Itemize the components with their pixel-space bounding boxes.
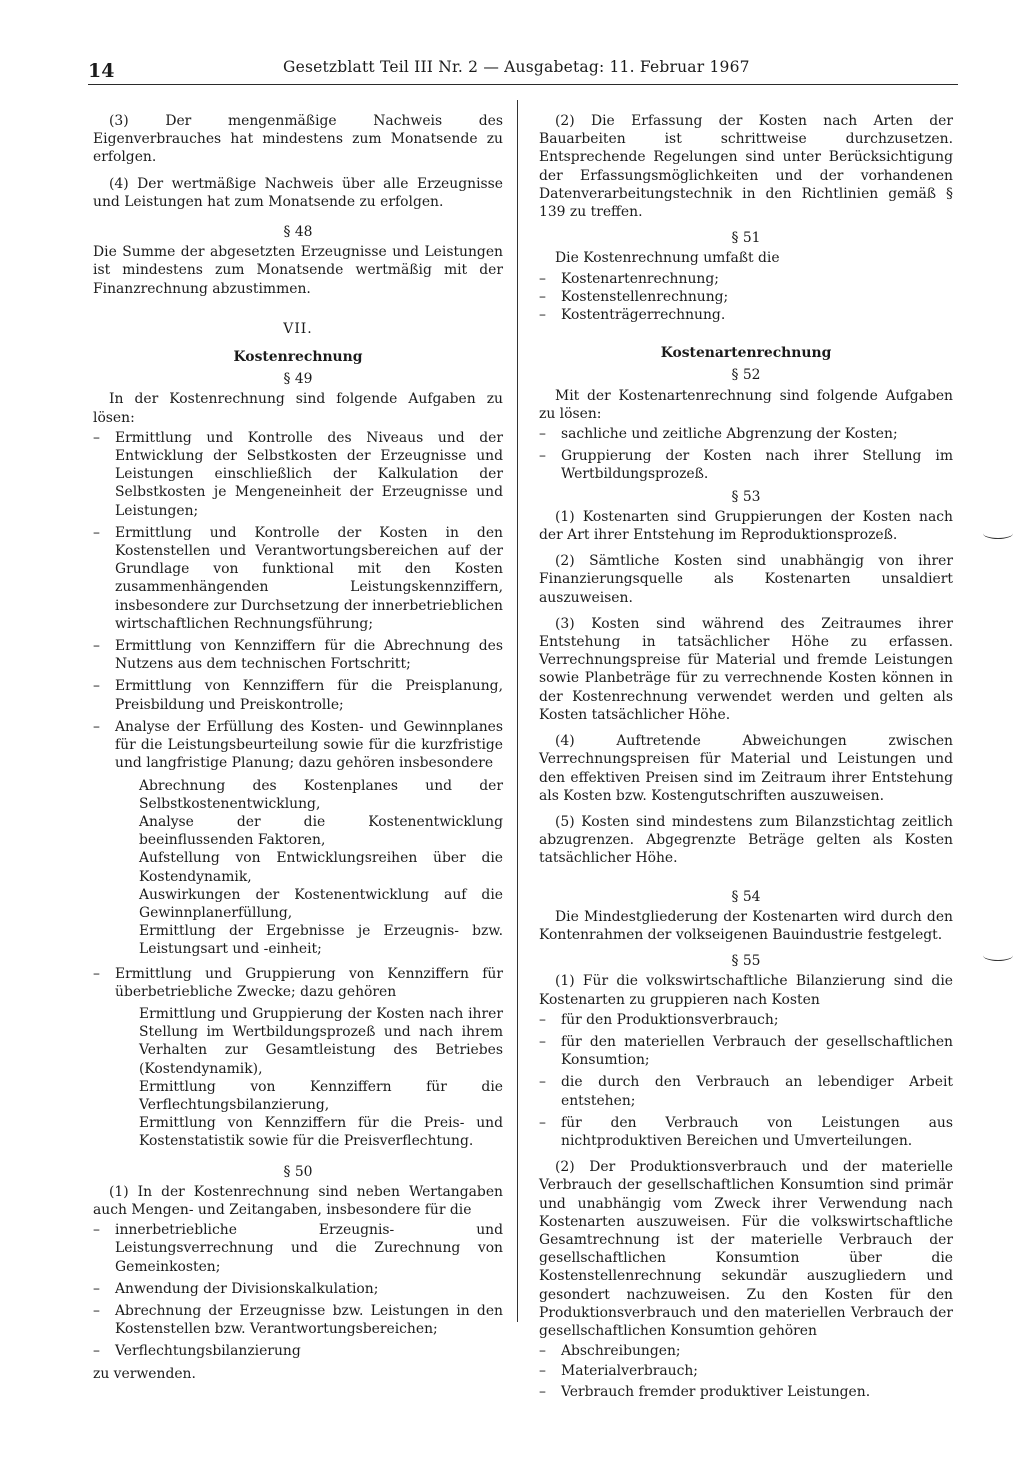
list-item: – Ermittlung und Gruppierung von Kennziffern für überbetriebliche Zwecke; dazu gehören <box>93 965 503 1001</box>
section-52-number: § 52 <box>731 367 761 384</box>
subsection-heading: Kostenartenrechnung <box>660 345 832 362</box>
page-number: 14 <box>88 60 115 82</box>
left-column <box>93 112 503 1383</box>
section-53-paragraph: (2) Sämtliche Kosten sind unabhängig von ihrer Finanzierungsquelle als Kostenarten unsaldiert auszuweisen. <box>539 553 953 606</box>
list-item: – sachliche und zeitliche Abgrenzung der Kosten; <box>539 425 953 443</box>
sub-list-item: Abrechnung des Kostenplanes und der Selbstkostenentwicklung, <box>139 777 503 812</box>
list-item: – Verbrauch fremder produktiver Leistungen. <box>539 1383 953 1401</box>
sub-list-item: Auswirkungen der Kostenentwicklung auf die Gewinnplanerfüllung, <box>139 886 503 921</box>
list-item: – Ermittlung von Kennziffern für die Abrechnung des Nutzens aus dem technischen Fortschritt; <box>93 637 503 673</box>
section-48-text: Die Summe der abgesetzten Erzeugnisse und Leistungen ist mindestens zum Monatsende wertmäßig mit der Finanzrechnung abzustimmen. <box>93 244 503 297</box>
paragraph-47-3: (3) Der mengenmäßige Nachweis des Eigenverbrauches hat mindestens zum Monatsende zu erfolgen. <box>93 113 503 166</box>
list-item: – Abschreibungen; <box>539 1342 953 1360</box>
sub-list-item: Analyse der die Kostenentwicklung beeinflussenden Faktoren, <box>139 813 503 849</box>
section-53-paragraph: (1) Kostenarten sind Gruppierungen der Kosten nach der Art ihrer Entstehung im Reproduktionsprozeß. <box>539 508 953 544</box>
section-49-intro: In der Kostenrechnung sind folgende Aufgaben zu lösen: <box>93 391 503 426</box>
section-54-number: § 54 <box>731 888 761 905</box>
chapter-number: VII. <box>283 320 313 337</box>
list-item: – für den materiellen Verbrauch der gesellschaftlichen Konsumtion; <box>539 1033 953 1069</box>
header-title: Gesetzblatt Teil III Nr. 2 — Ausgabetag: 11. Februar 1967 <box>283 58 750 76</box>
section-53-number: § 53 <box>731 488 761 505</box>
section-53-paragraph: (5) Kosten sind mindestens zum Bilanzstichtag zeitlich abzugrenzen. Abgegrenzte Beträge gelten als Kosten tatsächlicher Höhe. <box>539 813 953 867</box>
sub-list-item: Ermittlung von Kennziffern für die Preis- und Kostenstatistik sowie für die Preisverflechtung. <box>139 1115 503 1150</box>
list-item: – Ermittlung von Kennziffern für die Preisplanung, Preisbildung und Preiskontrolle; <box>93 677 503 713</box>
paragraph-47-4: (4) Der wertmäßige Nachweis über alle Erzeugnisse und Leistungen hat zum Monatsende zu erfolgen. <box>93 175 503 210</box>
list-item: – Anwendung der Divisionskalkulation; <box>93 1280 503 1298</box>
section-51-number: § 51 <box>731 230 761 247</box>
list-item: – Ermittlung und Kontrolle des Niveaus und der Entwicklung der Selbstkosten der Erzeugnisse und Leistungen einschließlich der Kalkulation der Selbstkosten je Mengeneinheit der Erzeugnisse und Leistungen; <box>93 429 503 520</box>
section-54-text: Die Mindestgliederung der Kostenarten wird durch den Kontenrahmen der volkseigenen Bauindustrie festgelegt. <box>539 908 953 943</box>
section-55-paragraph-2: (2) Der Produktionsverbrauch und der materielle Verbrauch der gesellschaftlichen Konsumtion sind primär und unabhängig vom Zweck ihrer Verwendung nach Kostenarten auszuweisen. Für die volkswirtschaftliche Gesamtrechnung ist der materielle Verbrauch der gesellschaftlichen Konsumtion über die Kostenstellenrechnung sekundär auszugliedern und gesondert nachzuweisen. Zu den Kosten für den Produktionsverbrauch und den materiellen Verbrauch der gesellschaftlichen Konsumtion gehören <box>539 1159 953 1339</box>
sub-list <box>139 1005 503 1151</box>
list-item: – die durch den Verbrauch an lebendiger Arbeit entstehen; <box>539 1073 953 1109</box>
list-item: – Verflechtungsbilanzierung <box>93 1342 503 1360</box>
header-rule <box>88 84 958 85</box>
list-item: – Kostenartenrechnung; <box>539 270 953 288</box>
list-item: – für den Verbrauch von Leistungen aus nichtproduktiven Bereichen und Umverteilungen. <box>539 1114 953 1150</box>
section-50-number: § 50 <box>283 1163 313 1180</box>
section-53-paragraph: (3) Kosten sind während des Zeitraumes ihrer Entstehung in tatsächlicher Höhe zu erfassen. Verrechnungspreise für Material und fremde Leistungen sowie Planbeträge für zu verrechnende Kosten können in der Kostenrechnung verwendet werden und gelten als Kosten tatsächlicher Höhe. <box>539 615 953 723</box>
margin-scan-mark <box>983 528 1013 539</box>
sub-list-item: Ermittlung der Ergebnisse je Erzeugnis- bzw. Leistungsart und -einheit; <box>139 923 503 958</box>
section-50-closing: zu verwenden. <box>93 1365 196 1382</box>
list-item: – Kostenstellenrechnung; <box>539 288 953 306</box>
section-53-paragraph: (4) Auftretende Abweichungen zwischen Verrechnungspreisen für Material und Leistungen und den effektiven Preisen sind im Zeitraum ihrer Entstehung als Kosten bzw. Kostengutschriften auszuweisen. <box>539 733 953 804</box>
list-item: – Analyse der Erfüllung des Kosten- und Gewinnplanes für die Leistungsbeurteilung sowie für die kurzfristige und langfristige Planung; dazu gehören insbesondere <box>93 718 503 773</box>
list-item: – Gruppierung der Kosten nach ihrer Stellung im Wertbildungsprozeß. <box>539 447 953 483</box>
chapter-heading: Kostenrechnung <box>233 349 363 366</box>
section-51-intro: Die Kostenrechnung umfaßt die <box>555 250 780 267</box>
right-column <box>539 112 953 1403</box>
section-49-number: § 49 <box>283 371 313 388</box>
section-55-intro: (1) Für die volkswirtschaftliche Bilanzierung sind die Kostenarten zu gruppieren nach Kosten <box>539 973 953 1008</box>
sub-list-item: Aufstellung von Entwicklungsreihen über die Kostendynamik, <box>139 850 503 885</box>
list-item: – Kostenträgerrechnung. <box>539 306 953 324</box>
list-item: – innerbetriebliche Erzeugnis- und Leistungsverrechnung und die Zurechnung von Gemeinkosten; <box>93 1221 503 1276</box>
margin-scan-mark <box>983 950 1013 961</box>
list-item: – Materialverbrauch; <box>539 1362 953 1380</box>
list-item: – für den Produktionsverbrauch; <box>539 1011 953 1029</box>
list-item: – Abrechnung der Erzeugnisse bzw. Leistungen in den Kostenstellen bzw. Verantwortungsbereichen; <box>93 1302 503 1338</box>
section-50-intro: (1) In der Kostenrechnung sind neben Wertangaben auch Mengen- und Zeitangaben, insbesondere für die <box>93 1183 503 1218</box>
sub-list <box>139 777 503 959</box>
section-55-number: § 55 <box>731 953 761 970</box>
list-item: – Ermittlung und Kontrolle der Kosten in den Kostenstellen und Verantwortungsbereichen auf der Grundlage von funktional mit den Kosten zusammenhängenden Leistungskennziffern, insbesondere zur Durchsetzung der innerbetrieblichen wirtschaftlichen Rechnungsführung; <box>93 524 503 633</box>
paragraph-50-2: (2) Die Erfassung der Kosten nach Arten der Bauarbeiten ist schrittweise durchzusetzen. Entsprechende Regelungen sind unter Berücksichtigung der Erfassungsmöglichkeiten und der vorhandenen Datenverarbeitungstechnik in den Richtlinien gemäß § 139 zu treffen. <box>539 113 953 221</box>
section-52-intro: Mit der Kostenartenrechnung sind folgende Aufgaben zu lösen: <box>539 387 953 422</box>
sub-list-item: Ermittlung und Gruppierung der Kosten nach ihrer Stellung im Wertbildungsprozeß und nach ihrem Verhalten zur Gesamtleistung des Betriebes (Kostendynamik), <box>139 1005 503 1077</box>
sub-list-item: Ermittlung von Kennziffern für die Verflechtungsbilanzierung, <box>139 1078 503 1113</box>
section-48-number: § 48 <box>283 224 313 241</box>
column-divider <box>517 100 518 1322</box>
